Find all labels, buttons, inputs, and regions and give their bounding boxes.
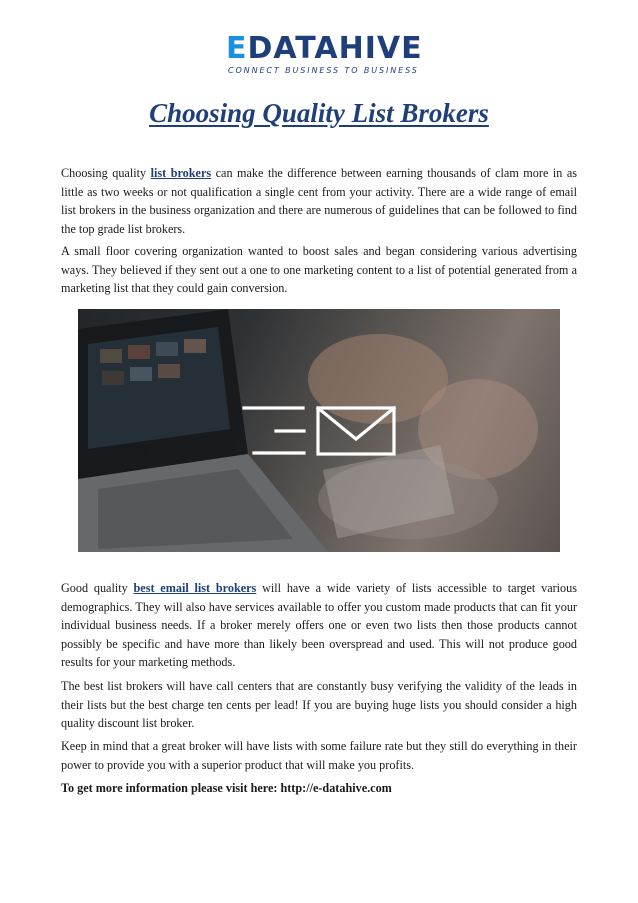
list-brokers-link[interactable]: list brokers <box>150 166 212 180</box>
laptop-email-photo <box>78 309 560 552</box>
paragraph-more-info: To get more information please visit here: http://e-datahive.com <box>61 781 392 795</box>
p1-text-before: Choosing quality <box>61 166 151 180</box>
edatahive-logo[interactable] <box>226 31 423 80</box>
logo-rest: DATAHIVE <box>247 31 423 66</box>
paragraph-keep-in-mind: Keep in mind that a great broker will have lists with some failure rate but they still do everything in their power to provide you with a superior product that will make you profits. <box>61 739 577 772</box>
paragraph-floor-covering: A small floor covering organization wanted to boost sales and began considering various advertising ways. They believed if they sent out a one to one marketing content to a list of potential generated from a marketing list that they could gain conversion. <box>61 244 577 296</box>
logo-wordmark <box>226 32 423 66</box>
p3-text-after: will have a wide variety of lists accessible to target various demographics. They will also have services available to offer you custom made products that can fit your individual business needs. If a broker merely offers one or even two lists then those products cannot possibly be specific and have more than likely been overspread and used. This will not produce good results for your marketing methods. <box>61 581 577 670</box>
logo-tagline: CONNECT BUSINESS TO BUSINESS <box>228 66 419 75</box>
p3-text-before: Good quality <box>61 581 134 595</box>
paragraph-intro <box>61 164 577 238</box>
paragraph-call-centers: The best list brokers will have call centers that are constantly busy verifying the validity of the leads in their lists but the best charge ten cents per lead! If you are buying huge lists you should consider a high quality discount list broker. <box>61 679 577 731</box>
paragraph-good-quality <box>61 579 577 672</box>
logo-first-letter: E <box>226 31 248 66</box>
p1-text-after: can make the difference between earning thousands of clam more in as little as two weeks or not qualification a single cent from your activity. There are a wide range of email list brokers in the business organization and there are numerous of guidelines that can be followed to find the top grade list brokers. <box>61 166 578 236</box>
page-title: Choosing Quality List Brokers <box>149 98 489 128</box>
best-email-list-brokers-link[interactable]: best email list brokers <box>133 581 257 595</box>
envelope-icon <box>78 309 560 552</box>
